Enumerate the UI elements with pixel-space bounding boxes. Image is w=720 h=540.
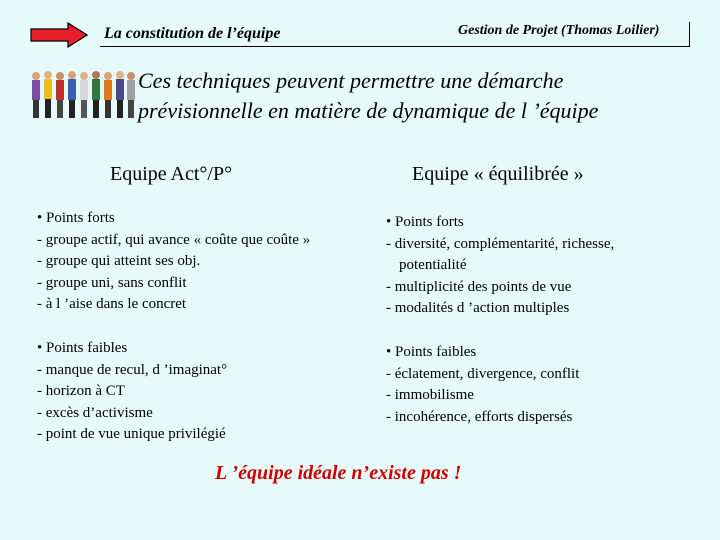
bullet-heading: • Points forts <box>386 214 464 230</box>
team-people-icon <box>28 68 138 126</box>
list-item: - groupe uni, sans conflit <box>37 274 187 291</box>
list-item: - groupe qui atteint ses obj. <box>37 253 201 269</box>
section-title: La constitution de l’équipe <box>104 25 281 42</box>
right-weaknesses <box>386 342 579 428</box>
slide-subtitle <box>138 66 698 126</box>
list-item: - multiplicité des points de vue <box>386 278 572 295</box>
left-strengths <box>37 208 310 316</box>
list-item: - incohérence, efforts dispersés <box>386 408 573 425</box>
list-item: - groupe actif, qui avance « coûte que coûte » <box>37 231 311 248</box>
list-item: - éclatement, divergence, conflit <box>386 365 580 382</box>
left-weaknesses <box>37 338 227 446</box>
bullet-heading: • Points forts <box>37 210 115 226</box>
right-strengths <box>386 212 614 320</box>
right-arrow-icon <box>30 22 88 48</box>
list-item: potentialité <box>399 257 467 273</box>
list-item: - point de vue unique privilégié <box>37 426 226 442</box>
header-divider <box>100 46 690 47</box>
list-item: - modalités d ’action multiples <box>386 300 570 316</box>
bullet-heading: • Points faibles <box>386 344 477 360</box>
right-column-title: Equipe « équilibrée » <box>412 163 584 185</box>
subtitle-line: Ces techniques peuvent permettre une démarche <box>138 68 564 93</box>
left-column-title: Equipe Act°/P° <box>110 163 233 185</box>
subtitle-line: prévisionnelle en matière de dynamique de l ’équipe <box>138 98 599 123</box>
list-item: - diversité, complémentarité, richesse, <box>386 235 615 252</box>
header-divider-end <box>689 22 690 46</box>
list-item: - manque de recul, d ’imaginat° <box>37 361 228 378</box>
list-item: - excès d’activisme <box>37 404 153 421</box>
conclusion: L ’équipe idéale n’existe pas ! <box>215 462 462 484</box>
course-title: Gestion de Projet (Thomas Loilier) <box>458 23 660 38</box>
bullet-heading: • Points faibles <box>37 340 128 356</box>
list-item: - horizon à CT <box>37 383 125 399</box>
list-item: - immobilisme <box>386 387 474 403</box>
list-item: - à l ’aise dans le concret <box>37 296 187 312</box>
